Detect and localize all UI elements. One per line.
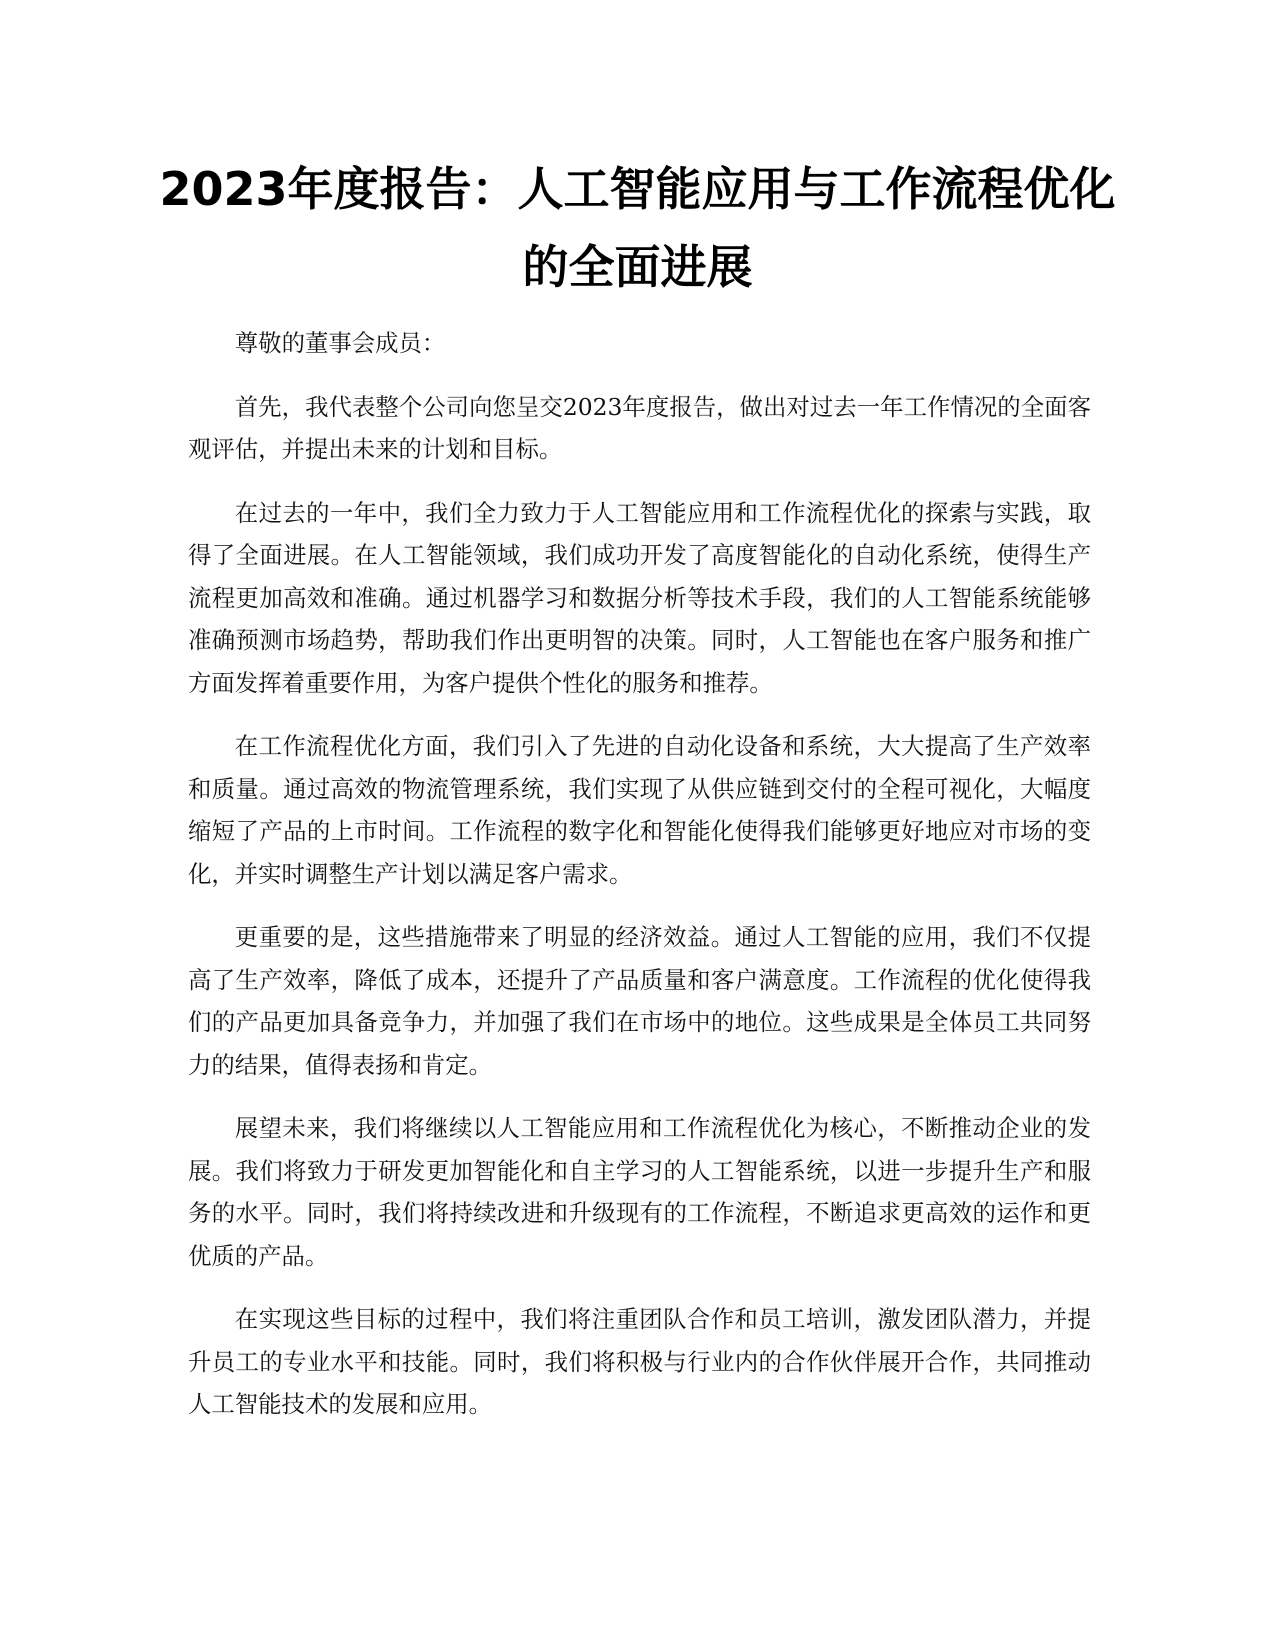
paragraph-teamwork: 在实现这些目标的过程中，我们将注重团队合作和员工培训，激发团队潜力，并提升员工的专业水平和技能。同时，我们将积极与行业内的合作伙伴展开合作，共同推动人工智能技术的发展和应用。: [188, 1305, 1091, 1418]
paragraph-intro: 首先，我代表整个公司向您呈交2023年度报告，做出对过去一年工作情况的全面客观评估，并提出未来的计划和目标。: [188, 392, 1091, 463]
paragraph-outlook: 展望未来，我们将继续以人工智能应用和工作流程优化为核心，不断推动企业的发展。我们将致力于研发更加智能化和自主学习的人工智能系统，以进一步提升生产和服务的水平。同时，我们将持续改进和升级现有的工作流程，不断追求更高效的运作和更优质的产品。: [188, 1114, 1091, 1270]
salutation: 尊敬的董事会成员：: [234, 329, 446, 357]
document-body: [188, 322, 1091, 1447]
paragraph-workflow-optimization: 在工作流程优化方面，我们引入了先进的自动化设备和系统，大大提高了生产效率和质量。通过高效的物流管理系统，我们实现了从供应链到交付的全程可视化，大幅度缩短了产品的上市时间。工作流程的数字化和智能化使得我们能够更好地应对市场的变化，并实时调整生产计划以满足客户需求。: [188, 732, 1091, 888]
document-title: 2023年度报告：人工智能应用与工作流程优化的全面进展: [159, 162, 1116, 294]
paragraph-economic-benefits: 更重要的是，这些措施带来了明显的经济效益。通过人工智能的应用，我们不仅提高了生产效率，降低了成本，还提升了产品质量和客户满意度。工作流程的优化使得我们的产品更加具备竞争力，并加强了我们在市场中的地位。这些成果是全体员工共同努力的结果，值得表扬和肯定。: [188, 923, 1091, 1079]
paragraph-ai-progress: 在过去的一年中，我们全力致力于人工智能应用和工作流程优化的探索与实践，取得了全面进展。在人工智能领域，我们成功开发了高度智能化的自动化系统，使得生产流程更加高效和准确。通过机器学习和数据分析等技术手段，我们的人工智能系统能够准确预测市场趋势，帮助我们作出更明智的决策。同时，人工智能也在客户服务和推广方面发挥着重要作用，为客户提供个性化的服务和推荐。: [188, 498, 1091, 697]
